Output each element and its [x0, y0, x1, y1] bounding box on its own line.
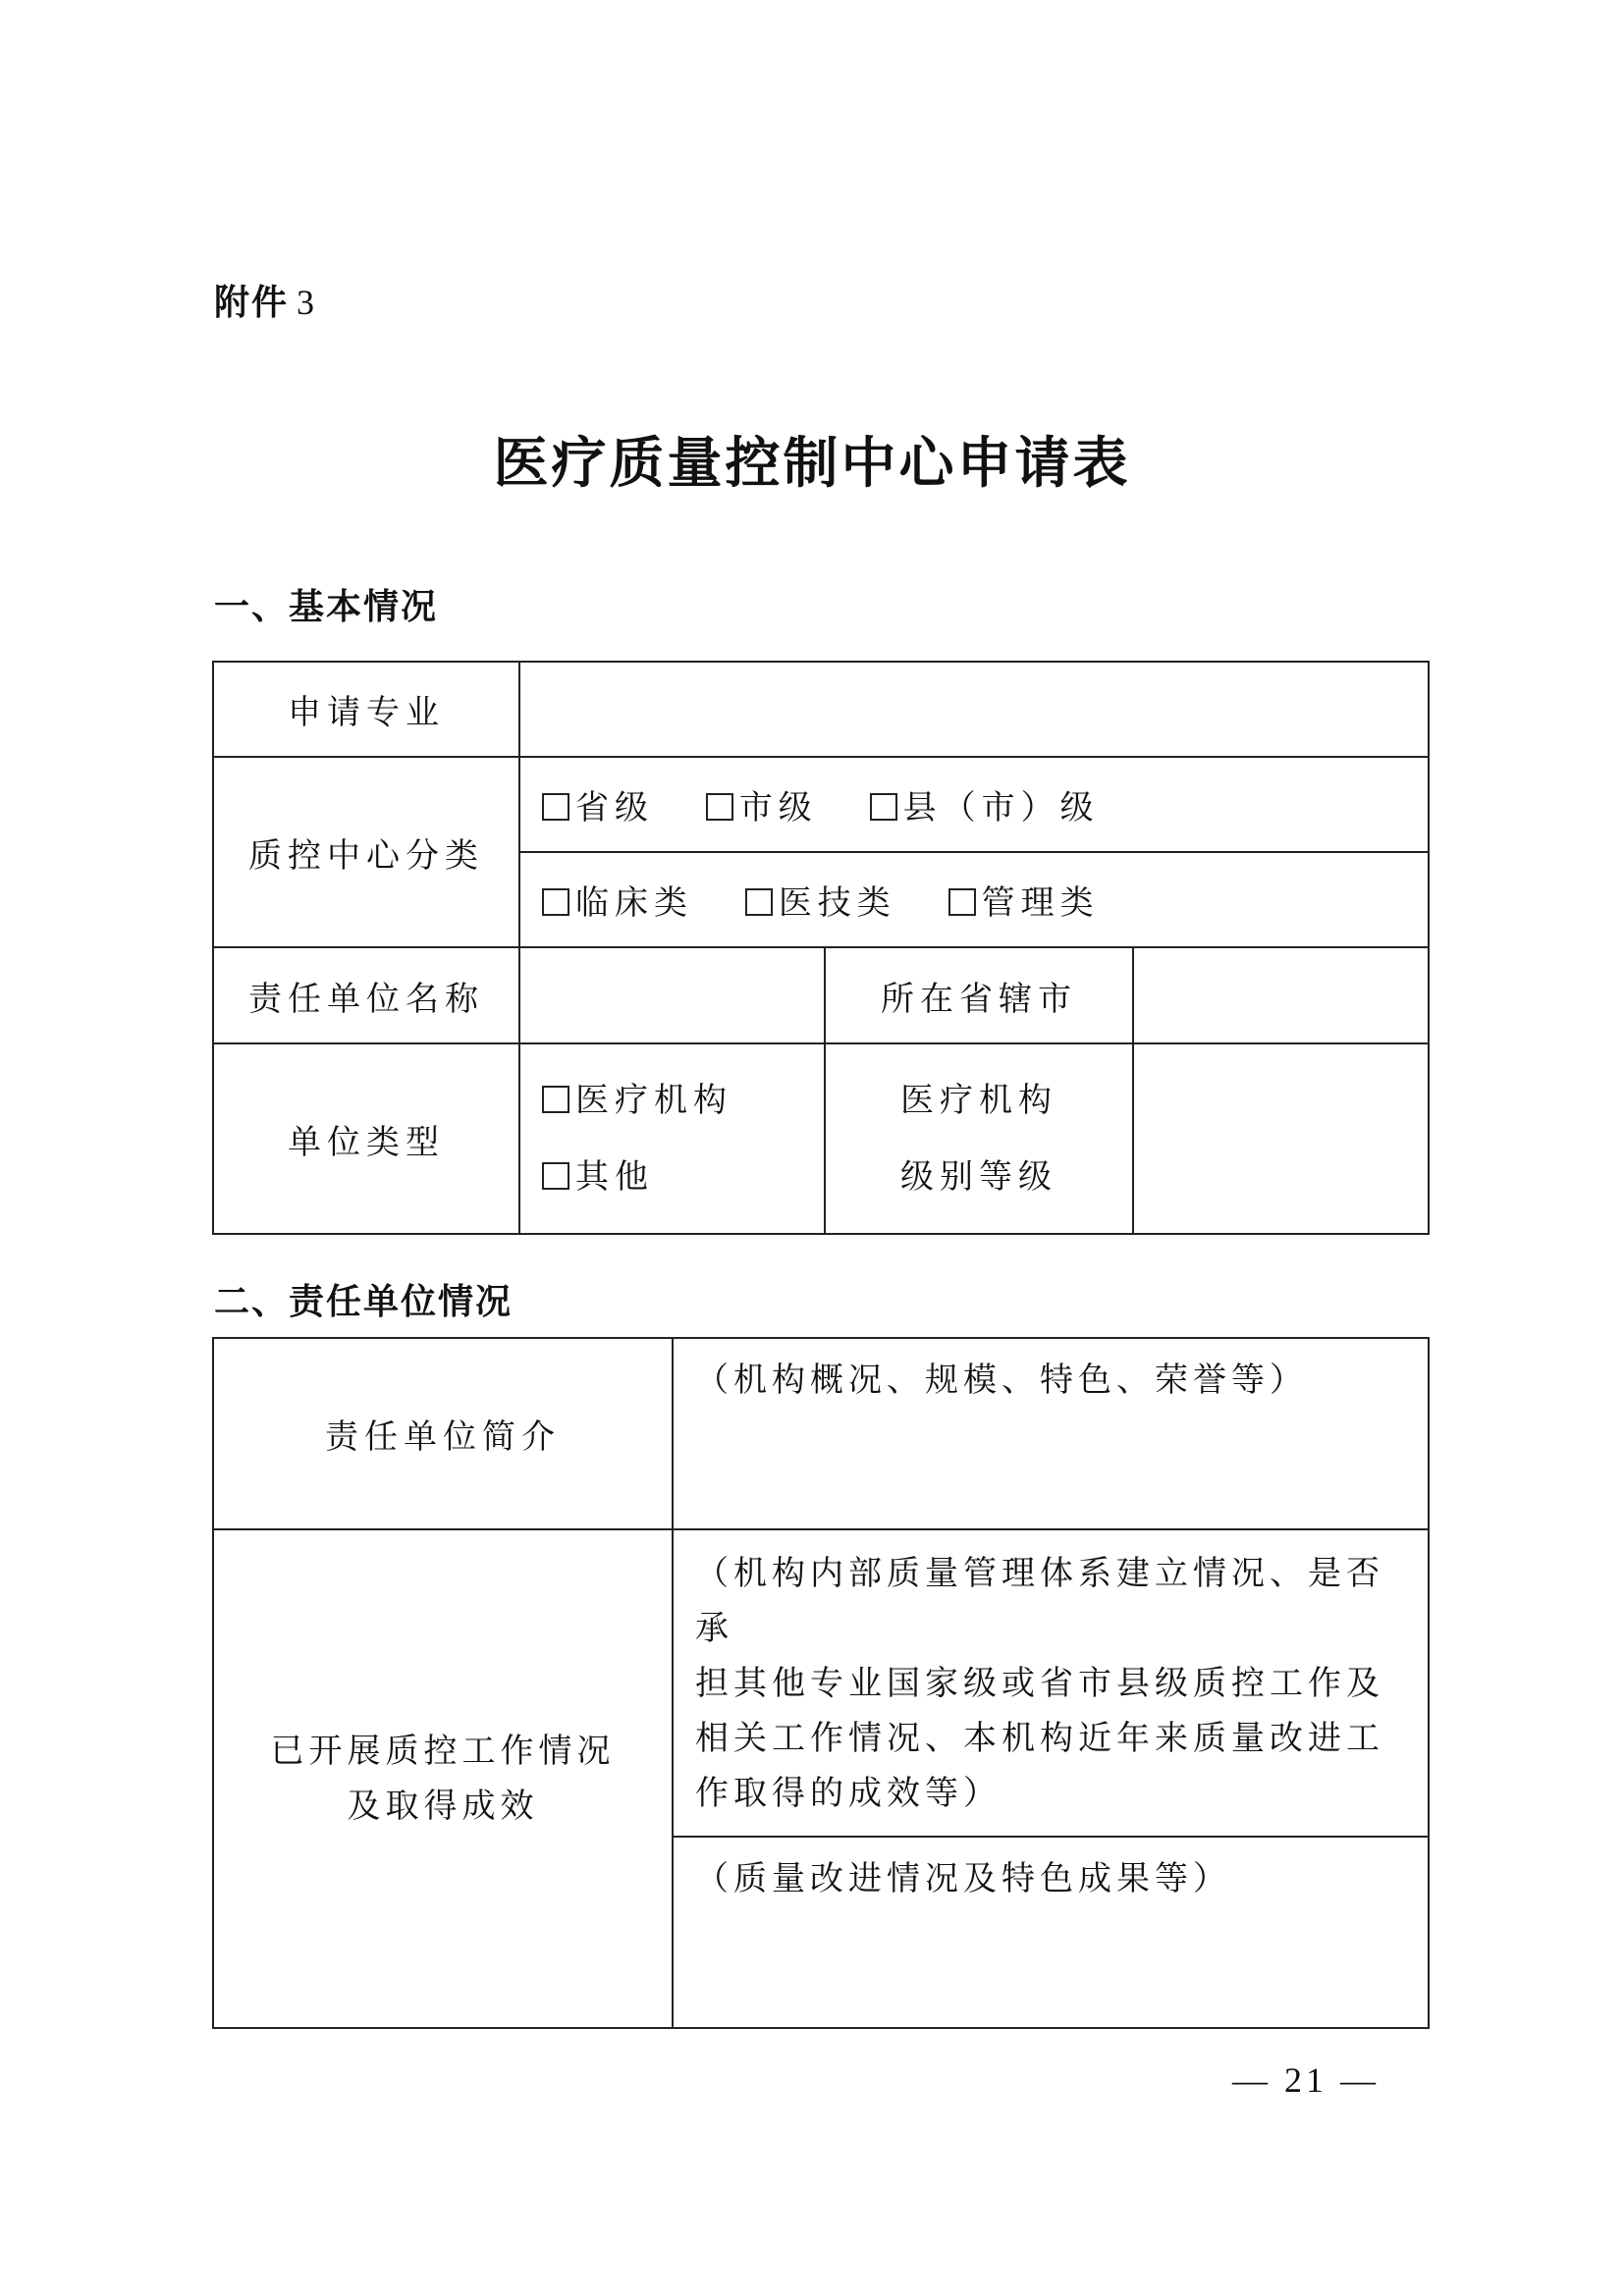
type-option-clinical[interactable]: 临床类 — [542, 876, 693, 924]
checkbox-icon[interactable] — [542, 1162, 569, 1190]
checkbox-icon[interactable] — [542, 1086, 569, 1113]
intro-field[interactable] — [673, 1338, 1429, 1529]
work-field[interactable] — [673, 1529, 1429, 1837]
unit-name-label: 责任单位名称 — [213, 947, 519, 1043]
checkbox-icon[interactable] — [706, 793, 733, 821]
section-basic-heading: 一、基本情况 — [214, 587, 439, 627]
grade-label-line2: 级别等级 — [900, 1157, 1057, 1197]
improve-field[interactable] — [673, 1837, 1429, 2028]
basic-info-table — [212, 661, 1430, 1235]
province-city-field[interactable] — [1133, 947, 1429, 1043]
grade-label-cell — [825, 1043, 1133, 1234]
unit-name-field[interactable] — [519, 947, 825, 1043]
type-options-cell — [519, 852, 1429, 947]
grade-field[interactable] — [1133, 1043, 1429, 1234]
work-label-line1: 已开展质控工作情况 — [270, 1732, 616, 1771]
checkbox-icon[interactable] — [948, 888, 976, 916]
work-label-line2: 及取得成效 — [347, 1787, 539, 1826]
work-hint-line: 作取得的成效等） — [695, 1773, 1001, 1813]
type-option-management[interactable]: 管理类 — [948, 876, 1100, 924]
level-option-city[interactable]: 市级 — [706, 780, 818, 828]
checkbox-icon[interactable] — [870, 793, 897, 821]
attachment-label — [214, 275, 316, 325]
work-hint-line: （机构内部质量管理体系建立情况、是否承 — [695, 1553, 1384, 1648]
category-label: 质控中心分类 — [213, 757, 519, 947]
attachment-number: 3 — [297, 283, 317, 322]
unit-type-option-medical[interactable]: 医疗机构 — [542, 1062, 802, 1139]
level-option-county[interactable]: 县（市）级 — [870, 780, 1100, 828]
intro-hint: （机构概况、规模、特色、荣誉等） — [695, 1361, 1308, 1400]
specialty-field[interactable] — [519, 662, 1429, 757]
type-option-medtech[interactable]: 医技类 — [745, 876, 896, 924]
unit-type-options-cell — [519, 1043, 825, 1234]
level-options-cell — [519, 757, 1429, 852]
work-hint-line: 担其他专业国家级或省市县级质控工作及 — [695, 1663, 1384, 1703]
work-hint-line: 相关工作情况、本机构近年来质量改进工 — [695, 1718, 1384, 1758]
grade-label-line1: 医疗机构 — [900, 1081, 1057, 1120]
level-option-province[interactable]: 省级 — [542, 780, 654, 828]
page-number: — 21 — — [1232, 2060, 1380, 2100]
specialty-label: 申请专业 — [213, 662, 519, 757]
province-city-label: 所在省辖市 — [825, 947, 1133, 1043]
checkbox-icon[interactable] — [542, 888, 569, 916]
improve-hint: （质量改进情况及特色成果等） — [695, 1859, 1231, 1898]
document-title: 医疗质量控制中心申请表 — [493, 431, 1131, 496]
attachment-text: 附件 — [214, 283, 290, 323]
section-unit-heading: 二、责任单位情况 — [214, 1282, 514, 1322]
checkbox-icon[interactable] — [745, 888, 773, 916]
checkbox-icon[interactable] — [542, 793, 569, 821]
work-label-cell — [213, 1529, 673, 2028]
unit-type-label: 单位类型 — [213, 1043, 519, 1234]
unit-info-table — [212, 1337, 1430, 2029]
unit-type-option-other[interactable]: 其他 — [542, 1139, 802, 1215]
intro-label: 责任单位简介 — [213, 1338, 673, 1529]
